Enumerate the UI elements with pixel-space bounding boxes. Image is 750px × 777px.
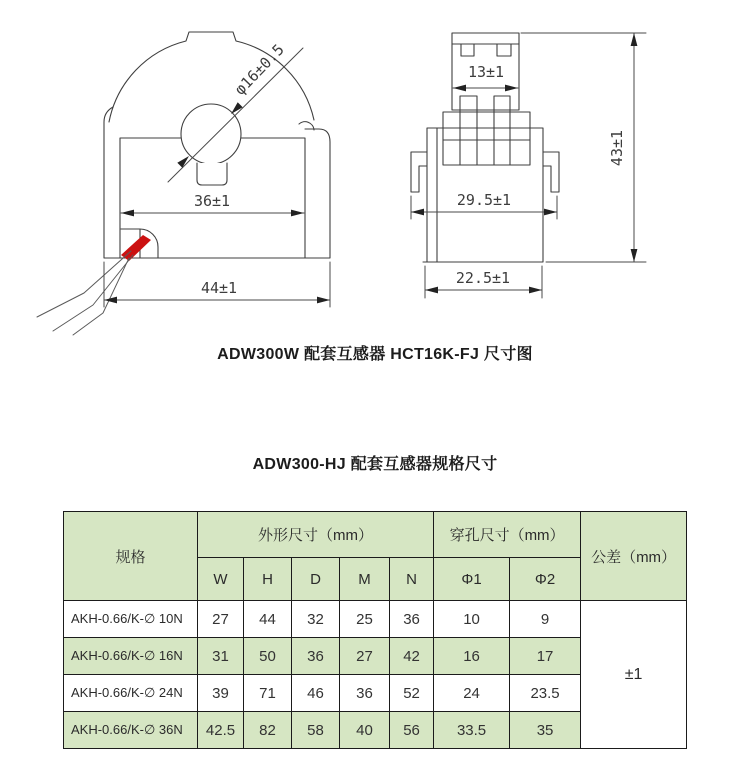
col-header-spec: 规格 [64,512,198,601]
col-group-hole: 穿孔尺寸（mm） [434,512,581,558]
col-header-d: D [292,558,340,601]
col-header-w: W [198,558,244,601]
front-hole-diameter-label: φ16±0.5 [230,40,288,99]
front-view-drawing [37,32,330,335]
spec-cell: AKH-0.66/K-∅ 24N [64,675,198,712]
table-row: AKH-0.66/K-∅ 16N 31 50 36 27 42 16 17 [64,638,687,675]
side-bottom-width-label: 22.5±1 [455,269,511,287]
side-top-width-label: 13±1 [467,63,505,81]
col-header-m: M [340,558,390,601]
spec-cell: AKH-0.66/K-∅ 10N [64,601,198,638]
table-row: AKH-0.66/K-∅ 24N 39 71 46 36 52 24 23.5 [64,675,687,712]
col-header-phi1: Φ1 [434,558,510,601]
figure-caption: ADW300W 配套互感器 HCT16K-FJ 尺寸图 [217,346,533,363]
spec-table [63,511,687,749]
col-header-n: N [390,558,434,601]
col-group-outline: 外形尺寸（mm） [198,512,434,558]
front-inner-width-label: 36±1 [193,192,231,210]
col-header-tolerance: 公差（mm） [581,512,687,601]
side-height-label: 43±1 [608,129,626,167]
spec-cell: AKH-0.66/K-∅ 16N [64,638,198,675]
side-middle-width-label: 29.5±1 [456,191,512,209]
spec-cell: AKH-0.66/K-∅ 36N [64,712,198,749]
table-title: ADW300-HJ 配套互感器规格尺寸 [252,456,498,473]
col-header-h: H [244,558,292,601]
dimension-drawing [0,0,750,345]
tolerance-value-cell: ±1 [581,601,687,749]
table-row: AKH-0.66/K-∅ 36N 42.5 82 58 40 56 33.5 35 [64,712,687,749]
table-row: AKH-0.66/K-∅ 10N 27 44 32 25 36 10 9 ±1 [64,601,687,638]
col-header-phi2: Φ2 [510,558,581,601]
front-outer-width-label: 44±1 [200,279,238,297]
